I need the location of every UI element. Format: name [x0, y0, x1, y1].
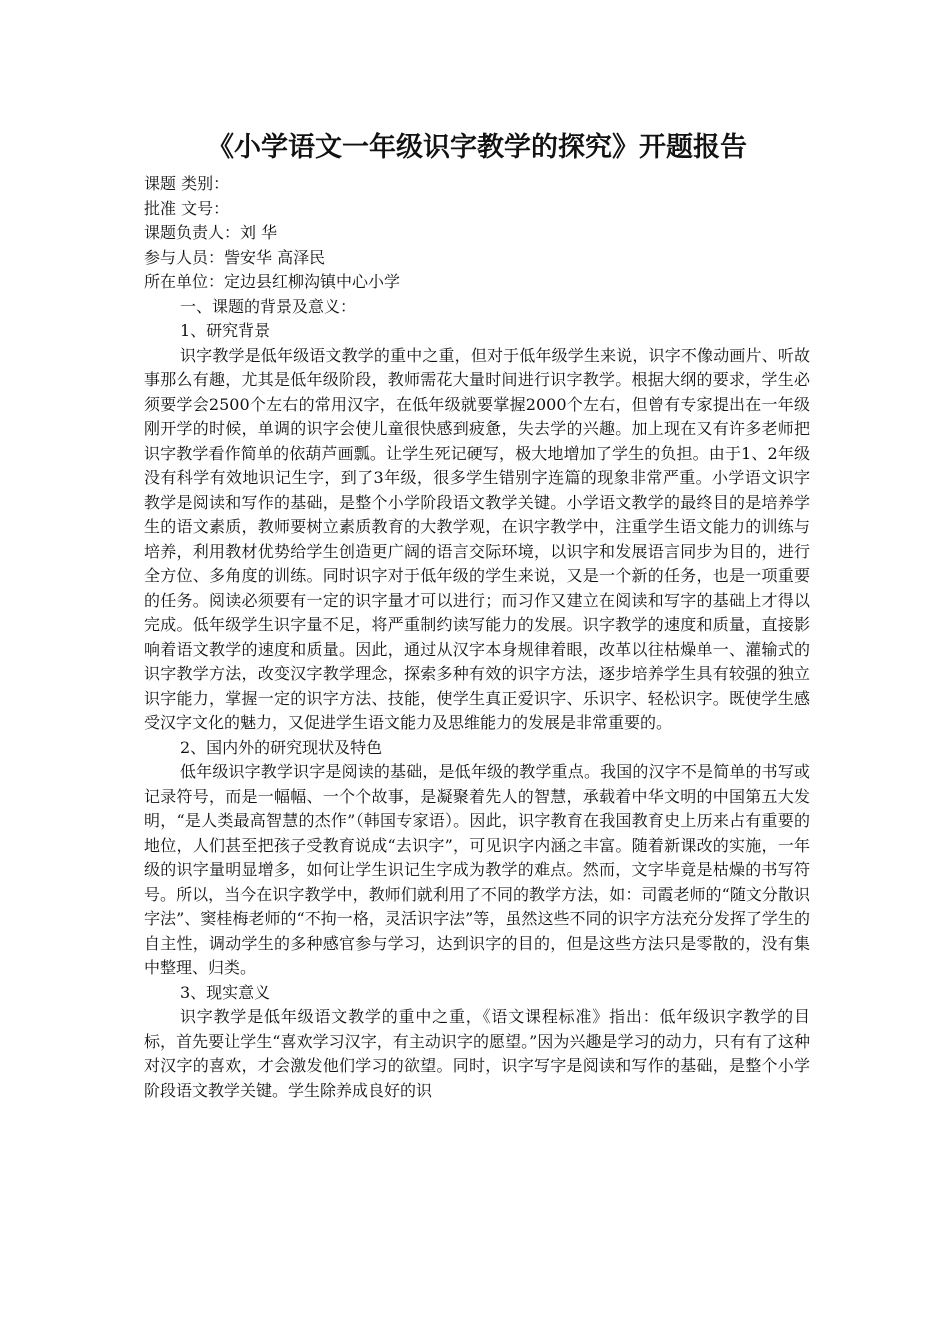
meta-organization: 所在单位：定边县红柳沟镇中心小学	[144, 272, 401, 291]
meta-participants: 参与人员：訾安华 高泽民	[144, 247, 326, 267]
meta-principal: 课题负责人：刘 华	[144, 223, 278, 242]
paragraph-practical-significance: 识字教学是低年级语文教学的重中之重，《语文课程标准》指出：低年级识字教学的目标，首先要让学生“喜欢学习汉字，有主动识字的愿望。”因为兴趣是学习的动力，只有有了这种对汉字的喜欢，才会激发他们学习的欲望。同时，识字写字是阅读和写作的基础，是整个小学阶段语文教学关键。学生除养成良好的识	[144, 1007, 810, 1100]
section-heading-background: 一、课题的背景及意义：	[180, 296, 357, 316]
subsection-heading-research-status: 2、国内外的研究现状及特色	[180, 737, 383, 757]
document-page	[144, 128, 810, 1103]
document-title: 《小学语文一年级识字教学的探究》开题报告	[207, 132, 747, 163]
meta-approval-number: 批准 文号：	[144, 198, 230, 218]
paragraph-research-status: 低年级识字教学识字是阅读的基础，是低年级的教学重点。我国的汉字不是简单的书写或记录符号，而是一幅幅、一个个故事，是凝聚着先人的智慧，承载着中华文明的中国第五大发明，“是人类最高智慧的杰作”（韩国专家语）。因此，识字教育在我国教育史上历来占有重要的地位，人们甚至把孩子受教育说成“去识字”，可见识字内涵之丰富。随着新课改的实施，一年级的识字量明显增多，如何让学生识记生字成为教学的难点。然而，文字毕竟是枯燥的书写符号。所以，当今在识字教学中，教师们就利用了不同的教学方法，如：司霞老师的“随文分散识字法”、窦桂梅老师的“不拘一格，灵活识字法”等，虽然这些不同的识字方法充分发挥了学生的自主性，调动学生的多种感官参与学习，达到识字的目的，但是这些方法只是零散的，没有集中整理、归类。	[144, 762, 810, 977]
subsection-heading-research-background: 1、研究背景	[180, 321, 271, 340]
subsection-heading-practical-significance: 3、现实意义	[180, 982, 271, 1002]
paragraph-research-background: 识字教学是低年级语文教学的重中之重，但对于低年级学生来说，识字不像动画片、听故事那么有趣，尤其是低年级阶段，教师需花大量时间进行识字教学。根据大纲的要求，学生必须要学会2500个左右的常用汉字，在低年级就要掌握2000个左右，但曾有专家提出在一年级刚开学的时候，单调的识字会使儿童很快感到疲惫，失去学的兴趣。加上现在又有许多老师把识字教学看作简单的依葫芦画瓢。让学生死记硬写，极大地增加了学生的负担。由于1、2年级没有科学有效地识记生字，到了3年级，很多学生错别字连篇的现象非常严重。小学语文识字教学是阅读和写作的基础，是整个小学阶段语文教学关键。小学语文教学的最终目的是培养学生的语文素质，教师要树立素质教育的大教学观，在识字教学中，注重学生语文能力的训练与培养，利用教材优势给学生创造更广阔的语言交际环境，以识字和发展语言同步为目的，进行全方位、多角度的训练。同时识字对于低年级的学生来说，又是一个新的任务，也是一项重要的任务。阅读必须要有一定的识字量才可以进行；而习作又建立在阅读和写字的基础上才得以完成。低年级学生识字量不足，将严重制约读写能力的发展。识字教学的速度和质量，直接影响着语文教学的速度和质量。因此，通过从汉字本身规律着眼，改革以往枯燥单一、灌输式的识字教学方法，改变汉字教学理念，探索多种有效的识字方法，逐步培养学生具有较强的独立识字能力，掌握一定的识字方法、技能，使学生真正爱识字、乐识字、轻松识字。既使学生感受汉字文化的魅力，又促进学生语文能力及思维能力的发展是非常重要的。	[144, 345, 810, 732]
meta-category: 课题 类别：	[144, 174, 230, 193]
